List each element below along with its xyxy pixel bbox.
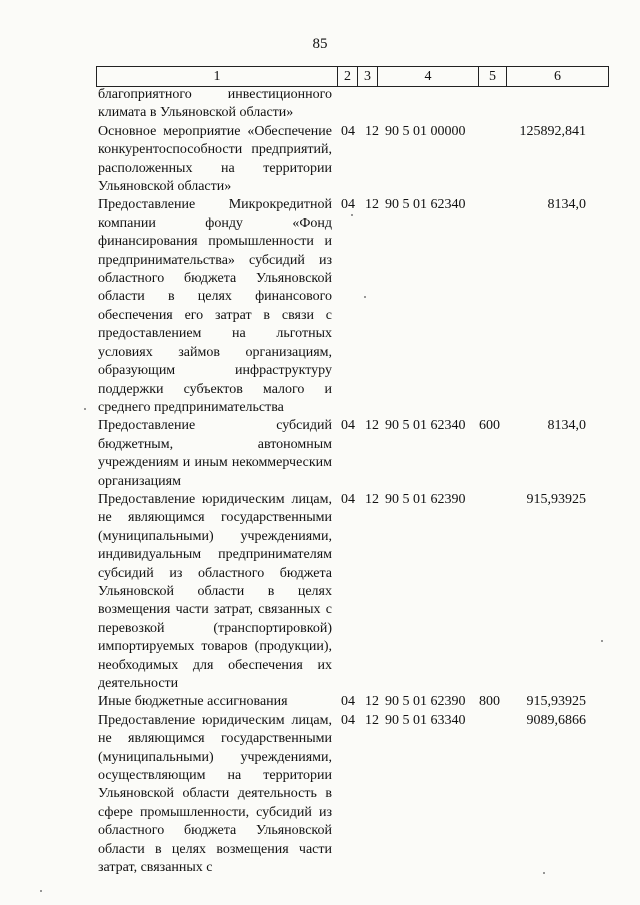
row-subsection: 12	[365, 491, 379, 507]
row-subsection: 12	[365, 418, 379, 434]
budget-table-body	[0, 86, 640, 877]
row-amount: 8134,0	[547, 197, 586, 213]
row-subsection: 12	[365, 712, 379, 728]
row-target-code: 90 5 01 62390	[385, 694, 466, 710]
row-name: Основное мероприятие «Обеспечение конкурентоспособности предприятий, расположенных на территории Ульяновской области»	[98, 123, 332, 195]
row-target-code: 90 5 01 00000	[385, 123, 466, 139]
row-section: 04	[341, 491, 355, 507]
col-header-2: 2	[338, 67, 358, 87]
row-name: благоприятного инвестиционного климата в Ульяновской области»	[98, 87, 332, 121]
row-expense-type: 600	[479, 418, 500, 434]
row-target-code: 90 5 01 62390	[385, 491, 466, 507]
table-row	[0, 196, 640, 417]
table-row	[0, 712, 640, 878]
row-name: Иные бюджетные ассигнования	[98, 694, 288, 710]
row-expense-type: 800	[479, 694, 500, 710]
row-subsection: 12	[365, 694, 379, 710]
scan-speck	[601, 640, 603, 642]
row-section: 04	[341, 418, 355, 434]
row-amount: 8134,0	[547, 418, 586, 434]
row-name: Предоставление юридическим лицам, не являющимся государственными (муниципальными) учреждениями, осуществляющим на территории Ульяновской области деятельность в сфере промышленности, субсидий из областного бюджета Ульяновской области в целях возмещения части затрат, связанных с	[98, 712, 332, 876]
table-row	[0, 417, 640, 491]
col-header-4: 4	[378, 67, 479, 87]
scan-speck	[351, 214, 353, 216]
col-header-3: 3	[358, 67, 378, 87]
scan-speck	[543, 872, 545, 874]
row-subsection: 12	[365, 197, 379, 213]
row-amount: 125892,841	[519, 123, 586, 139]
row-section: 04	[341, 712, 355, 728]
row-section: 04	[341, 197, 355, 213]
scan-speck	[84, 408, 86, 410]
row-target-code: 90 5 01 63340	[385, 712, 466, 728]
row-amount: 915,93925	[526, 694, 586, 710]
col-header-1: 1	[97, 67, 338, 87]
col-header-5: 5	[479, 67, 507, 87]
row-subsection: 12	[365, 123, 379, 139]
row-target-code: 90 5 01 62340	[385, 418, 466, 434]
column-header-row	[97, 67, 609, 87]
page-number: 85	[312, 36, 328, 52]
row-amount: 9089,6866	[526, 712, 586, 728]
row-name: Предоставление юридическим лицам, не являющимся государственными (муниципальными) учреждениями, индивидуальным предпринимателям субсидий из областного бюджета Ульяновской области в целях возмещения части затрат, связанных с перевозкой (транспортировкой) импортируемых товаров (продукции), необходимых для обеспечения их деятельности	[98, 491, 332, 691]
col-header-6: 6	[507, 67, 609, 87]
row-name: Предоставление Микрокредитной компании фонду «Фонд финансирования промышленности и предпринимательства» субсидий из областного бюджета Ульяновской области в целях финансового обеспечения его затрат в связи с предоставлением на льготных условиях займов организациям, образующим инфраструктуру поддержки субъектов малого и среднего предпринимательства	[98, 197, 332, 415]
table-row	[0, 86, 640, 123]
row-amount: 915,93925	[526, 491, 586, 507]
scan-speck	[364, 296, 366, 298]
table-row	[0, 693, 640, 711]
table-row	[0, 123, 640, 197]
row-name: Предоставление субсидий бюджетным, автономным учреждениям и иным некоммерческим организациям	[98, 418, 332, 489]
row-section: 04	[341, 123, 355, 139]
table-row	[0, 491, 640, 693]
row-target-code: 90 5 01 62340	[385, 197, 466, 213]
row-section: 04	[341, 694, 355, 710]
scan-speck	[40, 890, 42, 892]
column-header-table	[96, 66, 609, 87]
